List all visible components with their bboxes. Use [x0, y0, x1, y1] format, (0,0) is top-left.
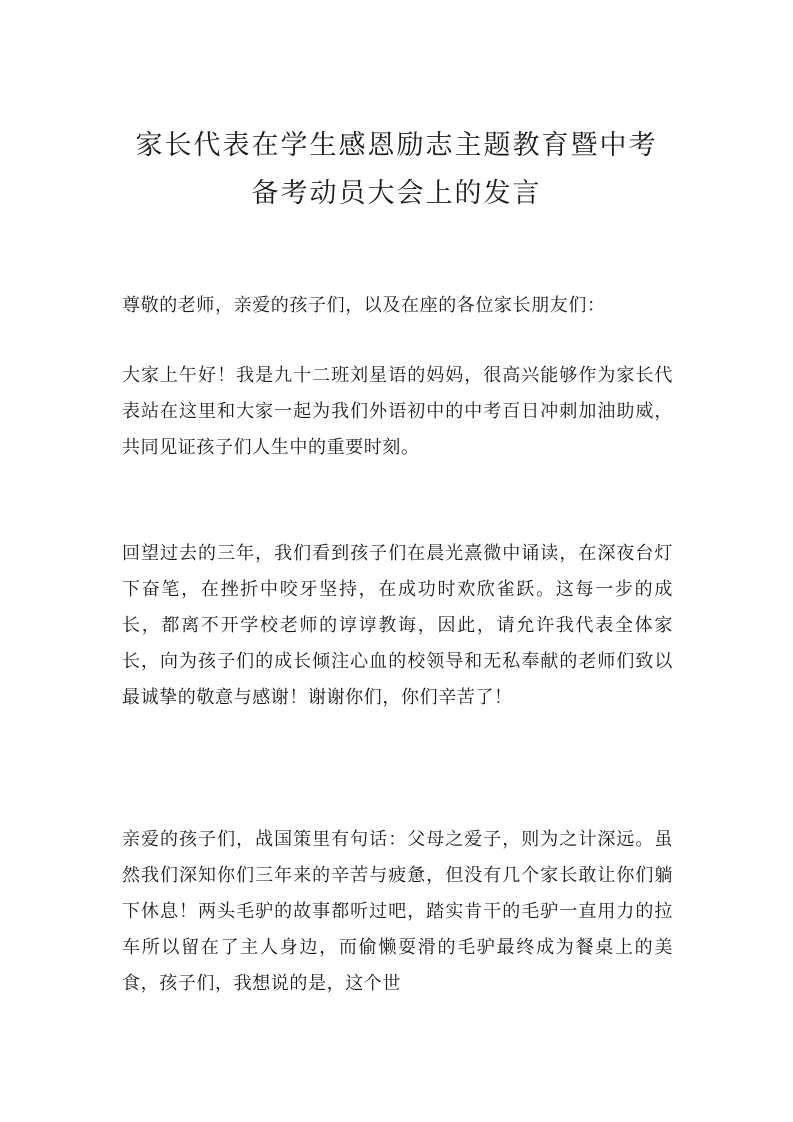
document-title [110, 122, 683, 218]
advice-paragraph: 亲爱的孩子们，战国策里有句话：父母之爱子，则为之计深远。虽然我们深知你们三年来的辛苦与疲惫，但没有几个家长敢让你们躺下休息！两头毛驴的故事都听过吧，踏实肯干的毛驴一直用力的拉车所以留在了主人身边，而偷懒耍滑的毛驴最终成为餐桌上的美食，孩子们，我想说的是，这个世 [122, 829, 673, 994]
greeting-paragraph: 大家上午好！我是九十二班刘星语的妈妈，很高兴能够作为家长代表站在这里和大家一起为我们外语初中的中考百日冲刺加油助威，共同见证孩子们人生中的重要时刻。 [122, 365, 673, 458]
title-line-1: 家长代表在学生感恩励志主题教育暨中考 [135, 130, 658, 161]
salutation-paragraph: 尊敬的老师，亲爱的孩子们，以及在座的各位家长朋友们： [122, 295, 606, 316]
title-line-2: 备考动员大会上的发言 [251, 178, 542, 209]
gratitude-paragraph: 回望过去的三年，我们看到孩子们在晨光熹微中诵读，在深夜台灯下奋笔，在挫折中咬牙坚持，在成功时欢欣雀跃。这每一步的成长，都离不开学校老师的谆谆教诲，因此，请允许我代表全体家长，向为孩子们的成长倾注心血的校领导和无私奉献的老师们致以最诚挚的敬意与感谢！谢谢你们，你们辛苦了！ [122, 543, 673, 708]
